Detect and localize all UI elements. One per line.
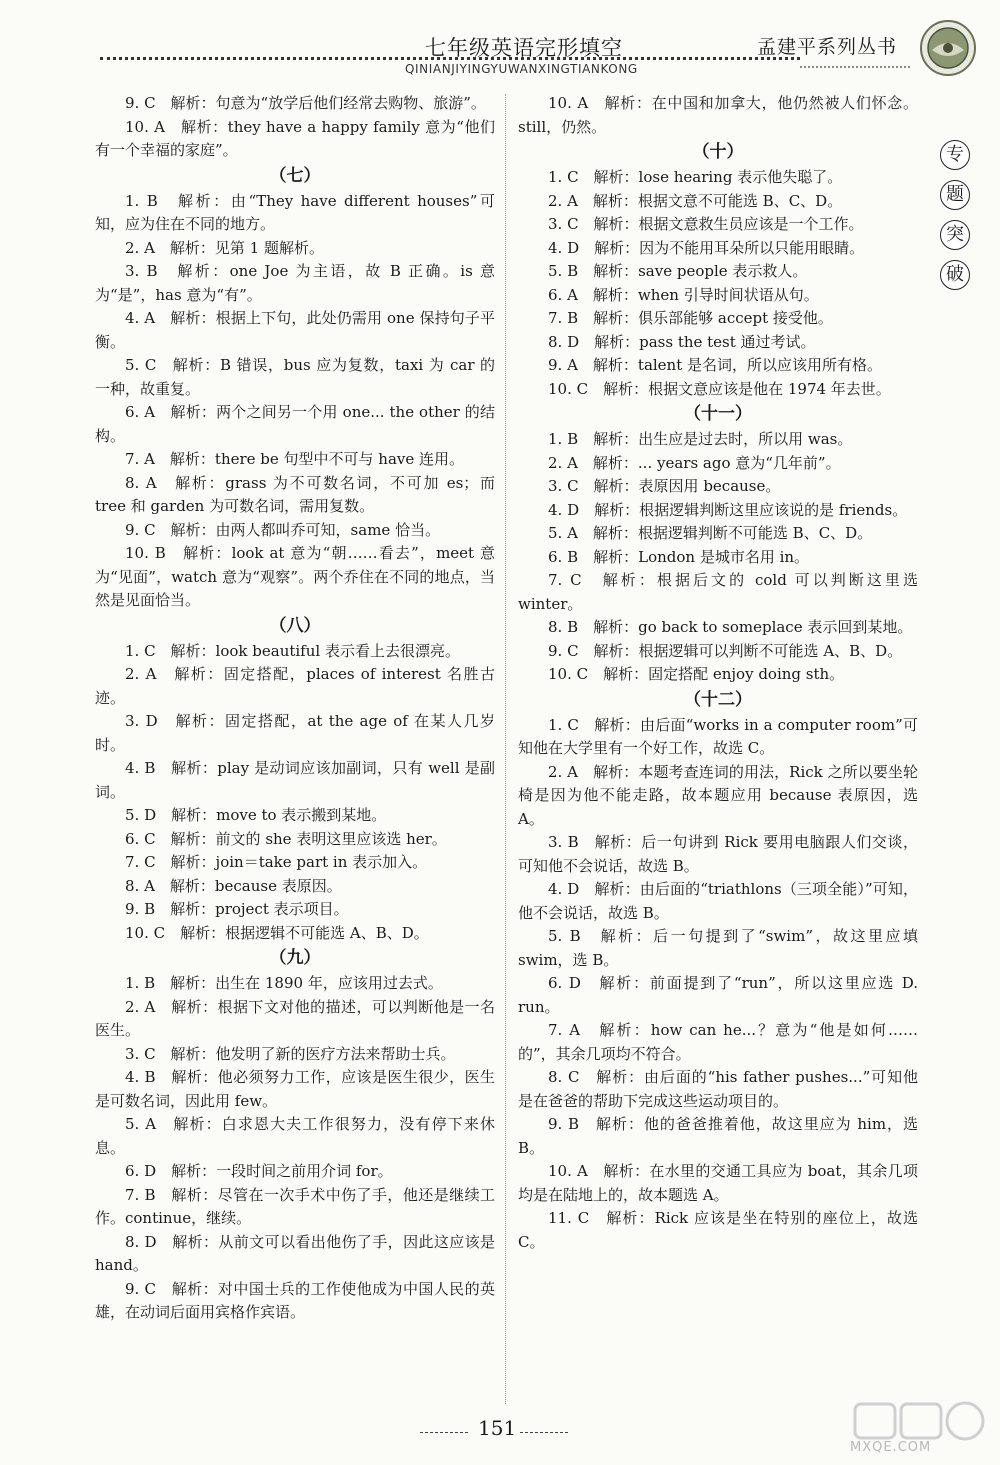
answer-item: 10. B 解析：look at 意为“朝……看去”，meet 意为“见面”，watch 意为“观察”。两个乔住在不同的地点，当然是见面恰当。 [95,544,495,609]
series-logo-icon [918,18,978,78]
column-divider [505,94,506,1404]
section-heading: （十） [692,142,744,162]
answer-item: 5. A 解析：根据逻辑判断不可能选 B、C、D。 [548,524,873,542]
right-answer-column [518,92,918,1254]
answer-item: 7. C 解析：join＝take part in 表示加入。 [125,853,428,871]
answer-item: 1. B 解析：出生在 1890 年，应该用过去式。 [125,974,443,992]
header-dotted-rule-right [800,66,910,68]
answer-item: 1. C 解析：look beautiful 表示看上去很漂亮。 [125,641,460,660]
answer-item: 9. B 解析：他的爸爸推着他，故这里应为 him，选 B。 [518,1115,918,1157]
answer-item: 3. B 解析：后一句讲到 Rick 要用电脑跟人们交谈，可知他不会说话，故选 B。 [518,833,918,875]
answer-item: 1. C 解析：lose hearing 表示他失聪了。 [548,168,843,186]
left-answer-column [95,92,495,1325]
answer-item: 9. C 解析：对中国士兵的工作使他成为中国人民的英雄，在动词后面用宾格作宾语。 [95,1279,495,1321]
answer-item: 10. C 解析：根据文意应该是他在 1974 年去世。 [548,379,891,398]
footer-dash-left [420,1432,468,1433]
answer-item: 6. A 解析：两个之间另一个用 one... the other 的结构。 [95,403,495,445]
answer-item: 4. D 解析：根据逻辑判断这里应该说的是 friends。 [548,500,908,519]
footer-dash-right [520,1432,568,1433]
book-title-pinyin: QINIANJIYINGYUWANXINGTIANKONG [405,62,638,76]
answer-item: 10. C 解析：根据逻辑不可能选 A、B、D。 [125,923,429,942]
side-tab-strip [940,140,978,300]
answer-item: 2. A 解析：本题考查连词的用法，Rick 之所以要坐轮椅是因为他不能走路，故本题应用 because 表原因，选 A。 [518,762,918,828]
answer-item: 3. C 解析：他发明了新的医疗方法来帮助士兵。 [125,1044,456,1063]
answer-item: 10. C 解析：固定搭配 enjoy doing sth。 [548,665,845,683]
answer-item: 7. B 解析：俱乐部能够 accept 接受他。 [548,309,833,327]
answer-item: 1. C 解析：由后面“works in a computer room”可知他在大学里有一个好工作，故选 C。 [518,715,918,757]
answer-item: 7. A 解析：how can he...？意为“他是如何……的”，其余几项均不符合。 [518,1021,918,1063]
answer-item: 5. B 解析：后一句提到了“swim”，故这里应填 swim，选 B。 [518,927,918,969]
page-number: 151 [478,1416,517,1440]
answer-item: 4. B 解析：play 是动词应该加副词，只有 well 是副词。 [95,759,495,801]
answer-item: 6. B 解析：London 是城市名用 in。 [548,547,810,566]
side-tab: 突 [940,220,970,250]
side-tab: 破 [940,260,970,290]
answer-item: 10. A 解析：在中国和加拿大，他仍然被人们怀念。still，仍然。 [518,94,918,136]
answer-item: 5. D 解析：move to 表示搬到某地。 [125,806,387,824]
section-heading: （十一） [684,404,752,424]
answer-item: 4. D 解析：因为不能用耳朵所以只能用眼睛。 [548,238,865,257]
answer-item: 8. D 解析：pass the test 通过考试。 [548,332,816,351]
answer-item: 7. C 解析：根据后文的 cold 可以判断这里选 winter。 [518,571,918,613]
section-heading: （七） [269,165,321,186]
answer-item: 2. A 解析：... years ago 意为“几年前”。 [548,453,841,472]
answer-item: 7. B 解析：尽管在一次手术中伤了手，他还是继续工作。continue，继续。 [95,1185,495,1227]
answer-item: 3. C 解析：表原因用 because。 [548,477,781,495]
series-name: 孟建平系列丛书 [757,36,898,58]
answer-item: 2. A 解析：根据下文对他的描述，可以判断他是一名医生。 [95,997,495,1039]
answer-item: 8. A 解析：grass 为不可数名词，不可加 es；而 tree 和 garden 为可数名词，需用复数。 [95,473,495,515]
answer-item: 8. D 解析：从前文可以看出他伤了手，因此这应该是 hand。 [95,1232,495,1274]
side-tab: 题 [940,180,970,210]
answer-item: 4. B 解析：他必须努力工作，应该是医生很少，医生是可数名词，因此用 few。 [95,1068,495,1110]
answer-item: 3. C 解析：根据文意救生员应该是一个工作。 [548,215,864,233]
section-heading: （十二） [684,689,752,710]
answer-item: 6. D 解析：一段时间之前用介词 for。 [125,1162,393,1180]
answer-item: 4. D 解析：由后面的“triathlons（三项全能）”可知，他不会说话，故选 B。 [518,880,918,922]
answer-item: 8. B 解析：go back to someplace 表示回到某地。 [548,618,913,636]
answer-item: 9. C 解析：根据逻辑可以判断不可能选 A、B、D。 [548,641,903,660]
section-heading: （八） [269,615,321,636]
answer-item: 5. B 解析：save people 表示救人。 [548,262,808,280]
answer-item: 2. A 解析：根据文意不可能选 B、C、D。 [548,191,843,210]
answer-item: 10. A 解析：they have a happy family 意为“他们有一个幸福的家庭”。 [95,117,495,159]
answer-item: 7. A 解析：there be 句型中不可与 have 连用。 [125,450,465,468]
answer-item: 1. B 解析：由“They have different houses”可知，应为住在不同的地方。 [95,191,495,233]
answer-item: 1. B 解析：出生应是过去时，所以用 was。 [548,430,853,448]
answer-item: 9. A 解析：talent 是名词，所以应该用所有格。 [548,356,883,374]
answer-item: 10. A 解析：在水里的交通工具应为 boat，其余几项均是在陆地上的，故本题选 A。 [518,1162,918,1204]
answer-item: 6. C 解析：前文的 she 表明这里应该选 her。 [125,829,447,848]
page-header [0,0,1000,80]
answer-item: 3. D 解析：固定搭配，at the age of 在某人几岁时。 [95,712,495,754]
answer-item: 8. A 解析：because 表原因。 [125,876,342,895]
answer-item: 5. C 解析：B 错误，bus 应为复数，taxi 为 car 的一种，故重复。 [95,356,495,398]
answer-item: 3. B 解析：one Joe 为主语，故 B 正确。is 意为“是”，has 意为“有”。 [95,262,495,304]
answer-item: 9. C 解析：由两人都叫乔可知，same 恰当。 [125,520,441,539]
side-tab: 专 [940,140,970,170]
section-heading: （九） [269,948,321,968]
answer-item: 9. B 解析：project 表示项目。 [125,900,349,918]
answer-item: 2. A 解析：见第 1 题解析。 [125,238,324,257]
answer-item: 4. A 解析：根据上下句，此处仍需用 one 保持句子平衡。 [95,309,495,351]
answer-item: 5. A 解析：白求恩大夫工作很努力，没有停下来休息。 [95,1115,495,1157]
answer-item: 6. D 解析：前面提到了“run”，所以这里应选 D. run。 [518,974,918,1016]
answer-item: 9. C 解析：句意为“放学后他们经常去购物、旅游”。 [125,94,486,112]
book-title: 七年级英语完形填空 [425,36,623,60]
answer-item: 2. A 解析：固定搭配，places of interest 名胜古迹。 [95,665,495,707]
answer-item: 6. A 解析：when 引导时间状语从句。 [548,285,819,304]
answer-item: 8. C 解析：由后面的“his father pushes...”可知他是在爸爸的帮助下完成这些运动项目的。 [518,1068,918,1110]
watermark-url: MXQE.COM [850,1440,932,1455]
answer-item: 11. C 解析：Rick 应该是坐在特别的座位上，故选 C。 [518,1209,918,1251]
